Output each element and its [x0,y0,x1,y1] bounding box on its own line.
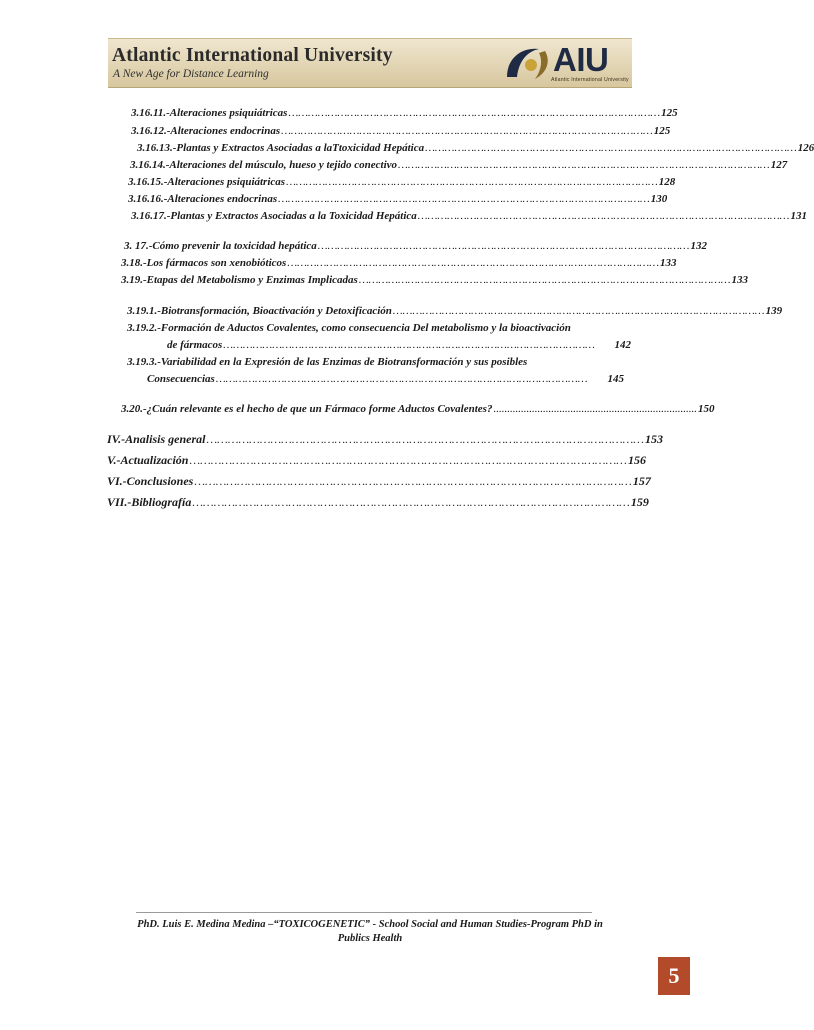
toc-entry[interactable] [107,495,649,510]
toc-entry[interactable] [131,125,671,137]
toc-entry[interactable] [128,193,668,205]
toc-entry[interactable] [130,159,788,171]
toc-entry[interactable] [121,257,677,269]
toc-leader: …………………………………………………………………………………………………………… [194,474,632,488]
toc-entry-title: 3.19.-Etapas del Metabolismo y Enzimas Implicadas [121,274,358,286]
page-footer [108,918,632,946]
toc-entry-page: 130 [650,193,668,205]
toc-entry-title: 3.16.11.-Alteraciones psiquiátricas [131,107,288,119]
toc-leader: …………………………………………………………………………………………………… [287,257,659,269]
toc-entry-page: 139 [765,305,783,317]
logo-wordmark: AIU [553,41,609,78]
footer-program-line: Publics Health [337,933,403,944]
toc-entry-title: 3.16.15.-Alteraciones psiquiátricas [128,176,286,188]
toc-entry-page: 127 [770,159,788,171]
toc-entry-page: 131 [790,210,807,222]
toc-entry-page: 159 [630,495,649,509]
toc-entry[interactable] [107,432,663,447]
university-name: Atlantic International University [112,45,393,66]
toc-entry-page: 128 [658,176,676,188]
toc-entry-page: 125 [661,107,678,119]
toc-entry-title: Consecuencias [147,373,215,385]
toc-entry[interactable] [167,339,631,351]
toc-leader: …………………………………………………………………………………………………… [358,274,731,286]
toc-entry[interactable] [121,274,748,286]
toc-leader: …………………………………………………………………………………………………… [281,125,653,137]
toc-entry-title: VII.-Bibliografía [107,495,192,509]
toc-leader: …………………………………………………………………………………………………… [288,107,661,119]
toc-entry[interactable] [121,403,715,415]
toc-entry[interactable] [137,142,814,154]
toc-leader: …………………………………………………………………………………………………… [398,159,770,171]
toc-entry-title: 3.19.1.-Biotransformación, Bioactivación y Detoxificación [127,305,392,317]
toc-entry-title: 3.16.13.-Plantas y Extractos Asociadas a laTtoxicidad Hepática [137,142,425,154]
footer-author-line: PhD. Luis E. Medina Medina –“TOXICOGENETIC” - School Social and Human Studies-Program PhD in [137,919,603,930]
toc-entry[interactable] [107,474,651,489]
toc-entry-page: 145 [607,373,624,385]
toc-entry[interactable] [127,305,783,317]
toc-entry[interactable] [131,107,678,119]
toc-entry-page: 133 [659,257,677,269]
toc-leader: …………………………………………………………………………………………………… [392,305,765,317]
toc-entry-page: 132 [690,240,707,252]
footer-divider [136,912,592,913]
toc-entry[interactable] [147,373,624,385]
toc-leader: …………………………………………………………………………………………………… [223,339,595,351]
toc-entry-title: IV.-Analisis general [107,432,206,446]
toc-leader: …………………………………………………………………………………………………… [317,240,690,252]
toc-entry-page: 142 [614,339,631,351]
toc-leader: …………………………………………………………………………………………………………… [189,453,627,467]
toc-leader: .......................................................................... [493,403,697,415]
toc-leader: …………………………………………………………………………………………………… [215,373,588,385]
toc-entry-title: 3.16.17.-Plantas y Extractos Asociadas a la Toxicidad Hepática [131,210,417,222]
toc-leader: …………………………………………………………………………………………………… [286,176,658,188]
toc-leader: …………………………………………………………………………………………………………… [192,495,630,509]
toc-leader: …………………………………………………………………………………………………… [417,210,790,222]
toc-entry-title: V.-Actualización [107,453,189,467]
toc-entry-page: 150 [697,403,715,415]
toc-entry-page: 153 [644,432,663,446]
toc-entry-page: 157 [632,474,651,488]
page-number-badge: 5 [658,957,690,995]
toc-entry-page: 156 [627,453,646,467]
logo-caption: Atlantic International University [551,77,629,83]
toc-entry-title: 3.16.14.-Alteraciones del músculo, hueso y tejido conectivo [130,159,398,171]
toc-entry-title-line1: 3.19.3.-Variabilidad en la Expresión de las Enzimas de Biotransformación y sus posibles [127,356,528,368]
toc-entry[interactable] [107,453,646,468]
toc-leader: …………………………………………………………………………………………………………… [206,432,644,446]
toc-entry-page: 125 [653,125,671,137]
toc-entry-title: 3.16.12.-Alteraciones endocrinas [131,125,281,137]
toc-entry[interactable] [128,176,676,188]
toc-entry-page: 126 [797,142,814,154]
toc-leader: …………………………………………………………………………………………………… [425,142,797,154]
toc-entry-page: 133 [731,274,748,286]
toc-entry-title: 3.16.16.-Alteraciones endocrinas [128,193,278,205]
university-tagline: A New Age for Distance Learning [113,68,269,80]
toc-entry-title: 3. 17.-Cómo prevenir la toxicidad hepática [124,240,317,252]
toc-entry-title-line1: 3.19.2.-Formación de Aductos Covalentes, como consecuencia Del metabolismo y la bioactivación [127,322,571,334]
toc-leader: …………………………………………………………………………………………………… [278,193,650,205]
toc-entry-title: 3.20.-¿Cuán relevante es el hecho de que un Fármaco forme Aductos Covalentes? [121,403,493,415]
toc-entry[interactable] [124,240,707,252]
toc-entry[interactable] [131,210,807,222]
toc-entry-title: VI.-Conclusiones [107,474,194,488]
toc-entry-title: de fármacos [167,339,223,351]
toc-entry-title: 3.18.-Los fármacos son xenobióticos [121,257,287,269]
